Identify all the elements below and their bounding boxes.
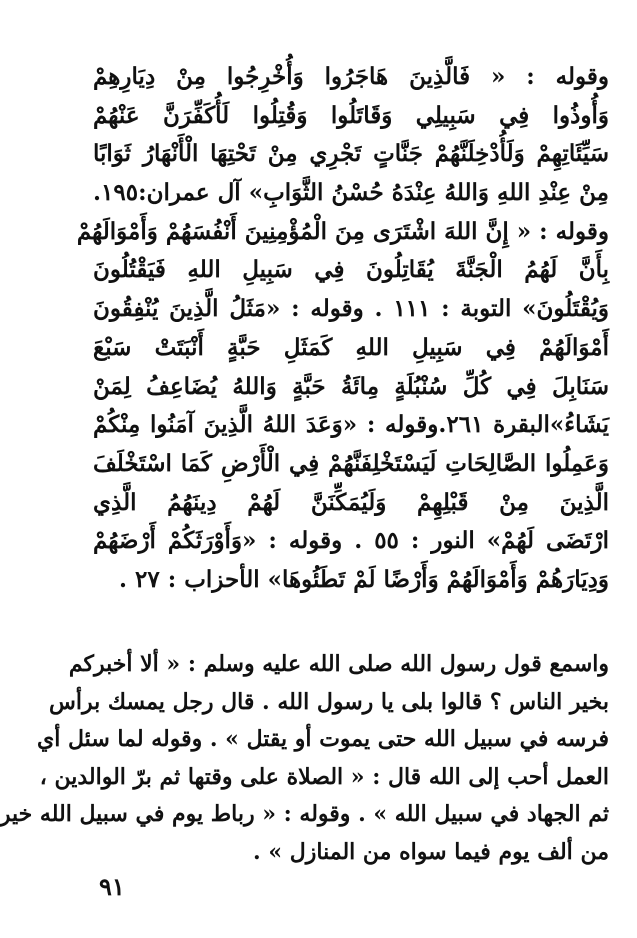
text-line: وَدِيَارَهُمْ وَأَمْوَالَهُمْ وَأَرْضًا لَمْ تَطَئُوهَا» الأحزاب : ٢٧ . xyxy=(119,565,609,593)
text-line: العمل أحب إلى الله قال : « الصلاة على وقتها ثم برّ الوالدين ، xyxy=(39,763,609,790)
text-line: فرسه في سبيل الله حتى يموت أو يقتل » . وقوله لما سئل أي xyxy=(37,726,609,753)
text-line: وَأُوذُوا فِي سَبِيلِي وَقَاتَلُوا وَقُتِلُوا لَأُكَفِّرَنَّ عَنْهُمْ xyxy=(93,101,609,129)
text-line: وَيُقْتَلُونَ» التوبة : ١١١ . وقوله : «مَثَلُ الَّذِينَ يُنْفِقُونَ xyxy=(93,295,609,323)
text-line: بخير الناس ؟ قالوا بلى يا رسول الله . قال رجل يمسك برأس xyxy=(49,688,609,715)
text-line: يَشَاءُ»البقرة ٢٦١.وقوله : «وَعَدَ اللهُ الَّذِينَ آمَنُوا مِنْكُمْ xyxy=(93,411,609,439)
page-number: ٩١ xyxy=(99,872,125,901)
text-line: مِنْ عِنْدِ اللهِ وَاللهُ عِنْدَهُ حُسْنُ الثَّوَابِ» آل عمران:١٩٥. xyxy=(93,179,609,207)
text-line: وقوله : « فَالَّذِينَ هَاجَرُوا وَأُخْرِجُوا مِنْ دِيَارِهِمْ xyxy=(93,63,609,90)
hadith-paragraph xyxy=(0,646,609,872)
text-line: ثم الجهاد في سبيل الله » . وقوله : « رباط يوم في سبيل الله خير xyxy=(0,801,609,828)
text-line: واسمع قول رسول الله صلى الله عليه وسلم : « ألا أخبركم xyxy=(68,651,609,677)
text-line: أَمْوَالَهُمْ فِي سَبِيلِ اللهِ كَمَثَلِ حَبَّةٍ أَنْبَتَتْ سَبْعَ xyxy=(93,333,609,361)
text-line: وقوله : « إِنَّ اللهَ اشْتَرَى مِنَ الْمُؤْمِنِينَ أَنْفُسَهُمْ وَأَمْوَالَهُمْ xyxy=(76,217,609,245)
quran-verses-paragraph xyxy=(76,58,609,600)
text-line: الَّذِينَ مِنْ قَبْلِهِمْ وَلَيُمَكِّنَنَّ لَهُمْ دِينَهُمُ الَّذِي xyxy=(93,488,609,516)
text-line: بِأَنَّ لَهُمُ الْجَنَّةَ يُقَاتِلُونَ فِي سَبِيلِ اللهِ فَيَقْتُلُونَ xyxy=(93,256,609,284)
text-line: وَعَمِلُوا الصَّالِحَاتِ لَيَسْتَخْلِفَنَّهُمْ فِي الْأَرْضِ كَمَا اسْتَخْلَفَ xyxy=(93,449,609,477)
text-line: سَيِّئَاتِهِمْ وَلَأُدْخِلَنَّهُمْ جَنَّاتٍ تَجْرِي مِنْ تَحْتِهَا الْأَنْهَارُ ثَوَابًا xyxy=(93,140,609,168)
text-line: من ألف يوم فيما سواه من المنازل » . xyxy=(253,838,609,865)
text-line: سَنَابِلَ فِي كُلِّ سُنْبُلَةٍ مِائَةُ حَبَّةٍ وَاللهُ يُضَاعِفُ لِمَنْ xyxy=(93,372,609,400)
text-line: ارْتَضَى لَهُمْ» النور : ٥٥ . وقوله : «وَأَوْرَثَكُمْ أَرْضَهُمْ xyxy=(93,527,609,555)
